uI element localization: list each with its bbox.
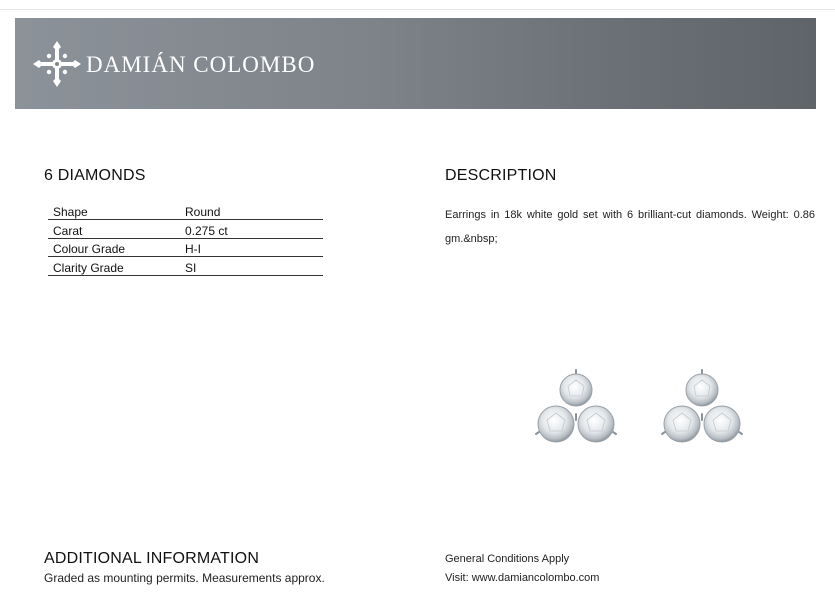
table-row — [48, 257, 323, 276]
general-conditions: General Conditions Apply — [445, 553, 570, 565]
description-heading: DESCRIPTION — [445, 167, 557, 184]
diamond-earrings-image — [530, 368, 754, 454]
fleur-cross-icon — [33, 41, 81, 87]
spec-value: Round — [180, 201, 323, 220]
spec-value: SI — [180, 257, 323, 276]
spec-label: Carat — [48, 220, 180, 239]
spec-value: H-I — [180, 238, 323, 257]
earring-left — [536, 370, 616, 442]
diamonds-heading: 6 DIAMONDS — [44, 167, 146, 184]
spec-label: Shape — [48, 201, 180, 220]
brand-name: DAMIÁN COLOMBO — [86, 52, 316, 77]
table-row — [48, 220, 323, 239]
table-row — [48, 201, 323, 220]
website-link[interactable]: Visit: www.damiancolombo.com — [445, 572, 600, 584]
table-row — [48, 238, 323, 257]
spec-value: 0.275 ct — [180, 220, 323, 239]
additional-text: Graded as mounting permits. Measurements approx. — [44, 571, 325, 585]
additional-heading: ADDITIONAL INFORMATION — [44, 550, 260, 567]
spec-label: Colour Grade — [48, 238, 180, 257]
diamond-specs-table — [48, 201, 323, 276]
earring-right — [662, 370, 742, 442]
top-divider — [0, 9, 835, 10]
description-text: Earrings in 18k white gold set with 6 brilliant-cut diamonds. Weight: 0.86 gm.&nbsp; — [445, 209, 815, 245]
spec-label: Clarity Grade — [48, 257, 180, 276]
